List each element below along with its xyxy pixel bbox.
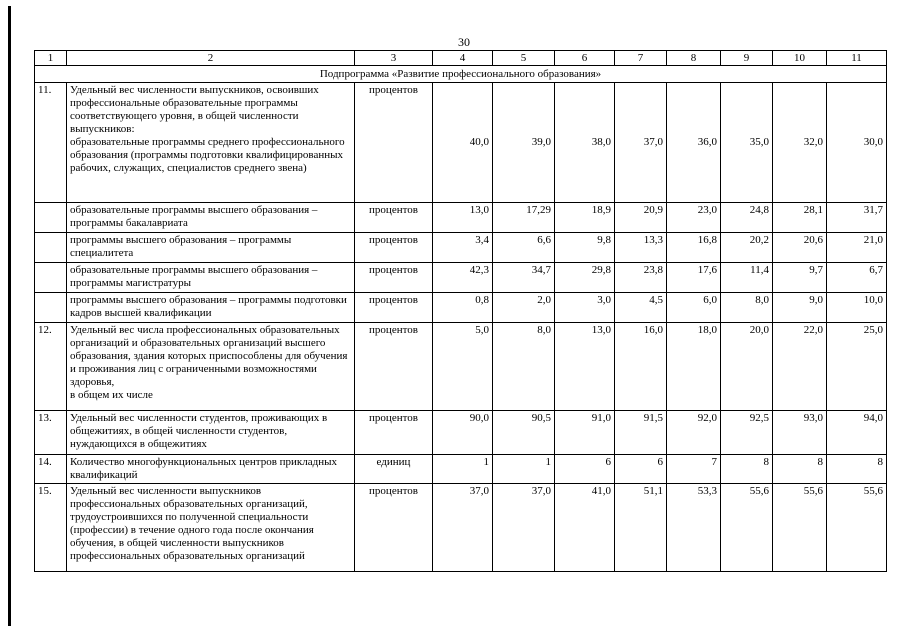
value-cell: 28,1 <box>773 203 827 233</box>
value-cell: 13,0 <box>433 203 493 233</box>
column-number-cell: 10 <box>773 51 827 66</box>
value-cell: 6,7 <box>827 263 887 293</box>
indicator-name: образовательные программы высшего образования – программы бакалавриата <box>67 203 355 233</box>
row-number <box>35 263 67 293</box>
value-cell: 3,0 <box>555 293 615 323</box>
row-number: 11. <box>35 83 67 203</box>
value-cell: 37,0 <box>493 484 555 572</box>
row-number: 13. <box>35 411 67 455</box>
value-cell: 2,0 <box>493 293 555 323</box>
value-cell: 23,8 <box>615 263 667 293</box>
value-cell: 9,7 <box>773 263 827 293</box>
value-cell: 5,0 <box>433 323 493 411</box>
value-cell: 31,7 <box>827 203 887 233</box>
column-number-row <box>35 51 887 66</box>
column-number-cell: 1 <box>35 51 67 66</box>
unit-cell: процентов <box>355 83 433 203</box>
indicator-name: Удельный вес численности студентов, проживающих в общежитиях, в общей численности студентов, нуждающихся в общежитиях <box>67 411 355 455</box>
value-cell: 6,0 <box>667 293 721 323</box>
value-cell: 37,0 <box>615 83 667 203</box>
subprogram-row <box>35 66 887 83</box>
value-cell: 1 <box>493 455 555 484</box>
indicators-table <box>34 50 887 572</box>
value-cell: 16,8 <box>667 233 721 263</box>
indicator-name: Удельный вес численности выпускников профессиональных образовательных организаций, трудоустроившихся по полученной специальности (профессии) в течение одного года после окончания обучения, в общей численности выпускников профессиональных образовательных организаций <box>67 484 355 572</box>
table-row <box>35 83 887 203</box>
value-cell: 6,6 <box>493 233 555 263</box>
value-cell: 51,1 <box>615 484 667 572</box>
unit-cell: процентов <box>355 293 433 323</box>
value-cell: 8,0 <box>721 293 773 323</box>
value-cell: 4,5 <box>615 293 667 323</box>
value-cell: 40,0 <box>433 83 493 203</box>
value-cell: 21,0 <box>827 233 887 263</box>
value-cell: 10,0 <box>827 293 887 323</box>
row-number: 15. <box>35 484 67 572</box>
value-cell: 29,8 <box>555 263 615 293</box>
table-row <box>35 263 887 293</box>
row-number <box>35 203 67 233</box>
value-cell: 34,7 <box>493 263 555 293</box>
value-cell: 8 <box>721 455 773 484</box>
unit-cell: процентов <box>355 233 433 263</box>
value-cell: 91,5 <box>615 411 667 455</box>
indicator-name: программы высшего образования – программы специалитета <box>67 233 355 263</box>
value-cell: 38,0 <box>555 83 615 203</box>
value-cell: 93,0 <box>773 411 827 455</box>
table-row <box>35 203 887 233</box>
value-cell: 9,8 <box>555 233 615 263</box>
row-number <box>35 293 67 323</box>
value-cell: 0,8 <box>433 293 493 323</box>
value-cell: 42,3 <box>433 263 493 293</box>
value-cell: 20,9 <box>615 203 667 233</box>
row-number <box>35 233 67 263</box>
value-cell: 41,0 <box>555 484 615 572</box>
value-cell: 55,6 <box>721 484 773 572</box>
indicator-name: Количество многофункциональных центров прикладных квалификаций <box>67 455 355 484</box>
value-cell: 90,5 <box>493 411 555 455</box>
value-cell: 17,29 <box>493 203 555 233</box>
value-cell: 53,3 <box>667 484 721 572</box>
value-cell: 39,0 <box>493 83 555 203</box>
column-number-cell: 7 <box>615 51 667 66</box>
value-cell: 35,0 <box>721 83 773 203</box>
table-row <box>35 484 887 572</box>
value-cell: 20,2 <box>721 233 773 263</box>
table-row <box>35 411 887 455</box>
value-cell: 91,0 <box>555 411 615 455</box>
value-cell: 3,4 <box>433 233 493 263</box>
indicator-name: программы высшего образования – программы подготовки кадров высшей квалификации <box>67 293 355 323</box>
row-number: 14. <box>35 455 67 484</box>
value-cell: 11,4 <box>721 263 773 293</box>
unit-cell: процентов <box>355 263 433 293</box>
value-cell: 20,6 <box>773 233 827 263</box>
value-cell: 6 <box>615 455 667 484</box>
subprogram-title: Подпрограмма «Развитие профессионального образования» <box>35 66 887 83</box>
value-cell: 8 <box>827 455 887 484</box>
table-row <box>35 293 887 323</box>
unit-cell: процентов <box>355 411 433 455</box>
unit-cell: единиц <box>355 455 433 484</box>
column-number-cell: 6 <box>555 51 615 66</box>
value-cell: 9,0 <box>773 293 827 323</box>
value-cell: 90,0 <box>433 411 493 455</box>
table-row <box>35 323 887 411</box>
unit-cell: процентов <box>355 323 433 411</box>
value-cell: 32,0 <box>773 83 827 203</box>
page-edge-bar <box>8 6 11 626</box>
value-cell: 18,0 <box>667 323 721 411</box>
column-number-cell: 2 <box>67 51 355 66</box>
value-cell: 92,0 <box>667 411 721 455</box>
indicator-name: Удельный вес числа профессиональных образовательных организаций и образовательных организаций высшего образования, здания которых приспособлены для обучения и проживания лиц с ограниченными возможностями здоровья, в общем их числе <box>67 323 355 411</box>
value-cell: 17,6 <box>667 263 721 293</box>
indicator-name: образовательные программы высшего образования – программы магистратуры <box>67 263 355 293</box>
indicator-name: Удельный вес численности выпускников, освоивших профессиональные образовательные программы соответствующего уровня, в общей численности выпускников: образовательные программы среднего профессионального образования (программы подготовки квалифицированных рабочих, служащих, специалистов среднего звена) <box>67 83 355 203</box>
value-cell: 92,5 <box>721 411 773 455</box>
value-cell: 30,0 <box>827 83 887 203</box>
value-cell: 37,0 <box>433 484 493 572</box>
row-number: 12. <box>35 323 67 411</box>
value-cell: 55,6 <box>773 484 827 572</box>
value-cell: 23,0 <box>667 203 721 233</box>
value-cell: 55,6 <box>827 484 887 572</box>
column-number-cell: 3 <box>355 51 433 66</box>
value-cell: 20,0 <box>721 323 773 411</box>
value-cell: 1 <box>433 455 493 484</box>
value-cell: 8,0 <box>493 323 555 411</box>
value-cell: 7 <box>667 455 721 484</box>
value-cell: 36,0 <box>667 83 721 203</box>
value-cell: 22,0 <box>773 323 827 411</box>
column-number-cell: 5 <box>493 51 555 66</box>
unit-cell: процентов <box>355 203 433 233</box>
value-cell: 25,0 <box>827 323 887 411</box>
value-cell: 16,0 <box>615 323 667 411</box>
value-cell: 18,9 <box>555 203 615 233</box>
table-row <box>35 455 887 484</box>
column-number-cell: 11 <box>827 51 887 66</box>
table-row <box>35 233 887 263</box>
column-number-cell: 8 <box>667 51 721 66</box>
value-cell: 13,3 <box>615 233 667 263</box>
value-cell: 94,0 <box>827 411 887 455</box>
column-number-cell: 4 <box>433 51 493 66</box>
value-cell: 6 <box>555 455 615 484</box>
value-cell: 8 <box>773 455 827 484</box>
value-cell: 13,0 <box>555 323 615 411</box>
page-number: 30 <box>458 35 470 49</box>
unit-cell: процентов <box>355 484 433 572</box>
value-cell: 24,8 <box>721 203 773 233</box>
column-number-cell: 9 <box>721 51 773 66</box>
